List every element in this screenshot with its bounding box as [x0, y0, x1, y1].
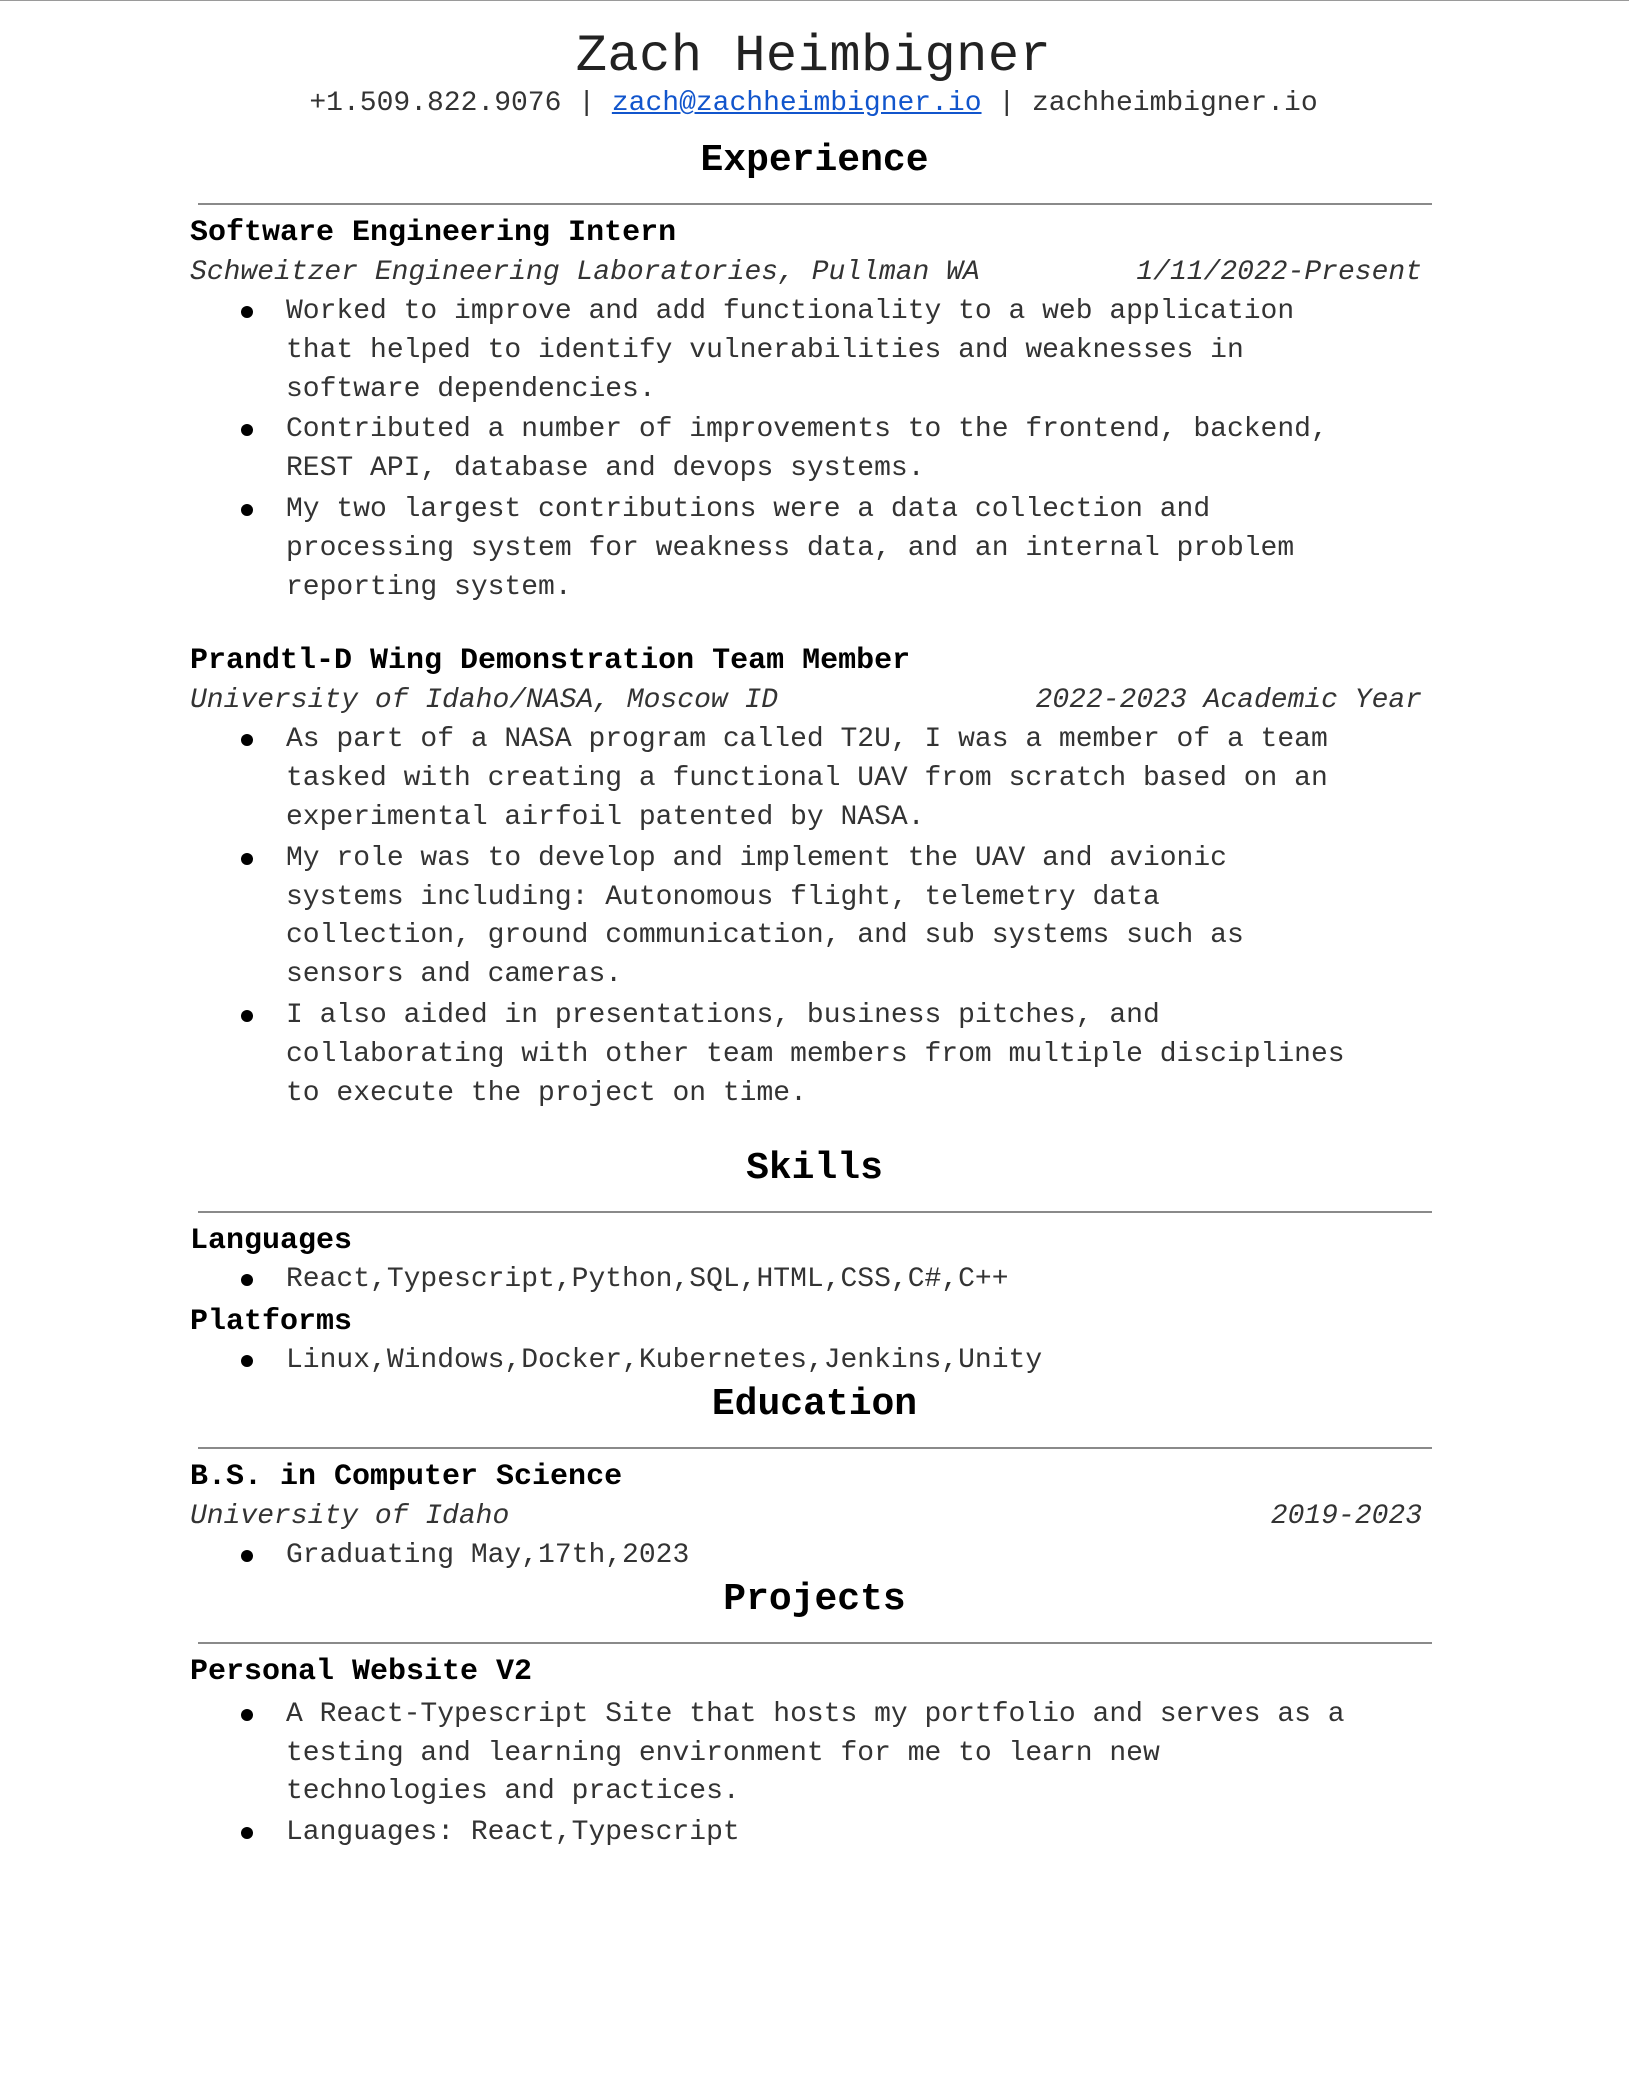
education-dates: 2019-2023 — [1270, 1500, 1422, 1532]
platforms-list — [190, 1342, 1430, 1381]
job-dates: 2022-2023 Academic Year — [1035, 685, 1422, 717]
job-entry — [190, 641, 1430, 1113]
job-bullets — [190, 721, 1430, 1113]
contact-separator: | — [578, 88, 596, 119]
bullet-item: Languages: React,Typescript — [190, 1814, 1346, 1853]
job-organization: University of Idaho/NASA, Moscow ID — [190, 685, 779, 717]
job-title: Software Engineering Intern — [190, 216, 677, 250]
languages-list — [190, 1261, 1430, 1300]
contact-line — [189, 87, 1438, 121]
email-link[interactable]: zach@zachheimbigner.io — [611, 88, 982, 119]
bullet-item: I also aided in presentations, business pitches, and collaborating with other team members from multiple disciplines to execute the project on time. — [190, 997, 1346, 1113]
job-dates: 1/11/2022-Present — [1136, 257, 1422, 288]
bullet-item: React,Typescript,Python,SQL,HTML,CSS,C#,C++ — [190, 1261, 1346, 1300]
bullet-item: Contributed a number of improvements to the frontend, backend, REST API, database and devops systems. — [190, 411, 1346, 489]
job-subtitle — [190, 681, 1422, 721]
website-text: zachheimbigner.io — [1031, 88, 1318, 119]
job-entry — [190, 213, 1430, 607]
experience-heading: Experience — [700, 139, 929, 182]
education-entry — [190, 1457, 1430, 1576]
bullet-item: Graduating May,17th,2023 — [190, 1537, 1346, 1576]
resume-page — [190, 1, 1430, 1855]
bullet-item: My two largest contributions were a data collection and processing system for weakness data, and an internal problem reporting system. — [190, 491, 1346, 607]
project-bullets — [190, 1696, 1430, 1853]
section-divider — [198, 1642, 1432, 1644]
bullet-item: Worked to improve and add functionality to a web application that helped to identify vulnerabilities and weaknesses in software dependencies. — [190, 293, 1346, 409]
job-bullets — [190, 293, 1430, 607]
phone-number: +1.509.822.9076 — [309, 88, 562, 119]
contact-separator: | — [998, 88, 1016, 119]
project-title: Personal Website V2 — [190, 1654, 533, 1689]
project-entry — [190, 1652, 1430, 1853]
degree-title: B.S. in Computer Science — [190, 1459, 623, 1494]
section-divider — [198, 1447, 1432, 1449]
job-organization: Schweitzer Engineering Laboratories, Pullman WA — [190, 257, 980, 288]
bullet-item: My role was to develop and implement the UAV and avionic systems including: Autonomous flight, telemetry data collection, ground communication, and sub systems such as sensors and cameras. — [190, 840, 1346, 995]
skills-heading: Skills — [746, 1147, 883, 1191]
bullet-item: A React-Typescript Site that hosts my portfolio and serves as a testing and learning environment for me to learn new technologies and practices. — [190, 1696, 1346, 1812]
education-bullets — [190, 1537, 1430, 1576]
platforms-label: Platforms — [190, 1305, 353, 1340]
school-name: University of Idaho — [190, 1500, 510, 1532]
education-heading: Education — [711, 1382, 918, 1426]
bullet-item: Linux,Windows,Docker,Kubernetes,Jenkins,Unity — [190, 1342, 1346, 1381]
job-title: Prandtl-D Wing Demonstration Team Member — [190, 644, 911, 679]
job-subtitle — [190, 253, 1422, 293]
resume-header — [189, 27, 1438, 121]
candidate-name: Zach Heimbigner — [575, 27, 1052, 86]
projects-heading: Projects — [723, 1577, 906, 1621]
section-divider — [198, 203, 1432, 205]
skills-section — [190, 1221, 1430, 1381]
bullet-item: As part of a NASA program called T2U, I was a member of a team tasked with creating a functional UAV from scratch based on an experimental airfoil patented by NASA. — [190, 721, 1346, 837]
education-subtitle — [190, 1497, 1422, 1537]
section-divider — [198, 1211, 1432, 1213]
languages-label: Languages — [190, 1224, 353, 1259]
